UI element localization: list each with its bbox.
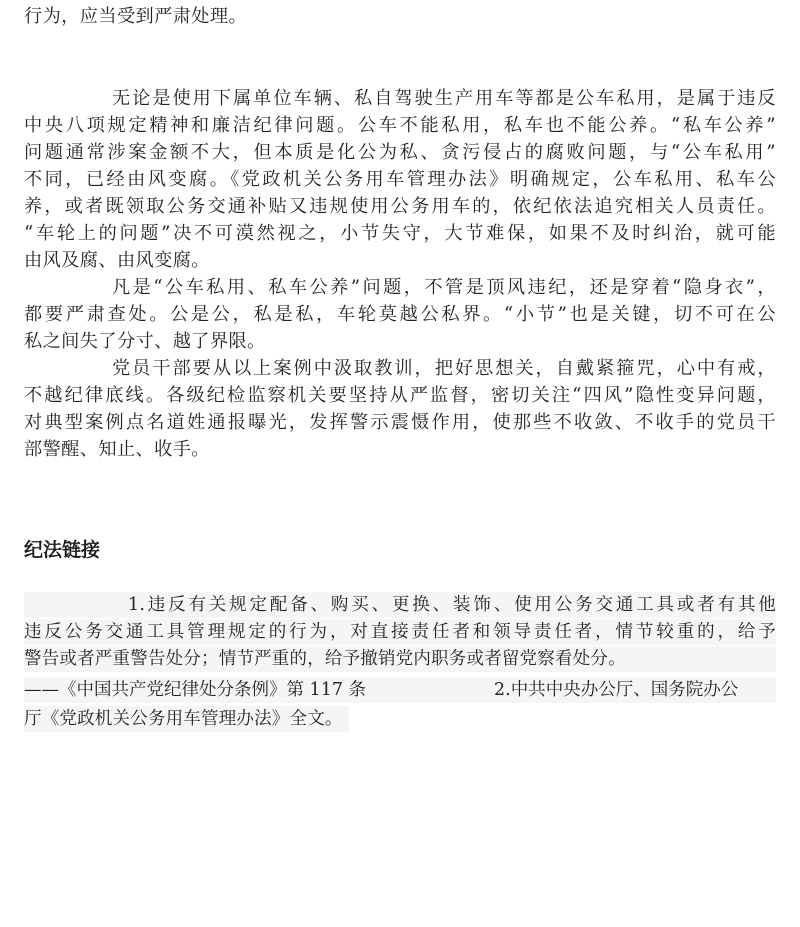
paragraph-line: 不同，已经由风变腐。《党政机关公务用车管理办法》明确规定，公车私用、私车公	[24, 169, 776, 190]
paragraph-line: 凡是“公车私用、私车公养”问题，不管是顶风违纪，还是穿着“隐身衣”，	[112, 277, 776, 298]
paragraph-line: 由风及腐、由风变腐。	[24, 250, 210, 271]
paragraph-line: 党员干部要从以上案例中汲取教训，把好思想关，自戴紧箍咒，心中有戒，	[112, 358, 776, 379]
law-source-line	[24, 677, 776, 703]
paragraph-line: 不越纪律底线。各级纪检监察机关要坚持从严监督，密切关注“四风”隐性变异问题，	[24, 385, 776, 406]
paragraph-line: 养，或者既领取公务交通补贴又违规使用公务用车的，依纪依法追究相关人员责任。	[24, 196, 776, 217]
paragraph-line: 部警醒、知止、收手。	[24, 439, 210, 460]
law-item-line: 警告或者严重警告处分；情节严重的，给予撤销党内职务或者留党察看处分。	[24, 646, 776, 672]
paragraph-line: 私之间失了分寸、越了界限。	[24, 331, 266, 352]
top-line-text: 行为，应当受到严肃处理。	[24, 6, 248, 27]
section-heading: 纪法链接	[24, 539, 101, 561]
law-item-line: 厅《党政机关公务用车管理办法》全文。	[24, 706, 349, 732]
paragraph-line: 对典型案例点名道姓通报曝光，发挥警示震慑作用，使那些不收敛、不收手的党员干	[24, 412, 776, 433]
paragraph-line: 问题通常涉案金额不大，但本质是化公为私、贪污侵占的腐败问题，与“公车私用”	[24, 142, 776, 163]
paragraph-line: “车轮上的问题”决不可漠然视之，小节失守，大节难保，如果不及时纠治，就可能	[24, 223, 776, 244]
law-source-citation: ——《中国共产党纪律处分条例》第 117 条	[24, 680, 367, 700]
law-item-line: 1.违反有关规定配备、购买、更换、装饰、使用公务交通工具或者有其他	[24, 592, 776, 618]
law-item-2-start: 2.中共中央办公厅、国务院办公	[494, 680, 739, 700]
paragraph-line: 都要严肃查处。公是公，私是私，车轮莫越公私界。“小节”也是关键，切不可在公	[24, 304, 776, 325]
law-item-line: 违反公务交通工具管理规定的行为，对直接责任者和领导责任者，情节较重的，给予	[24, 619, 776, 645]
paragraph-line: 中央八项规定精神和廉洁纪律问题。公车不能私用，私车也不能公养。“私车公养”	[24, 115, 776, 136]
paragraph-line: 无论是使用下属单位车辆、私自驾驶生产用车等都是公车私用，是属于违反	[112, 88, 776, 109]
